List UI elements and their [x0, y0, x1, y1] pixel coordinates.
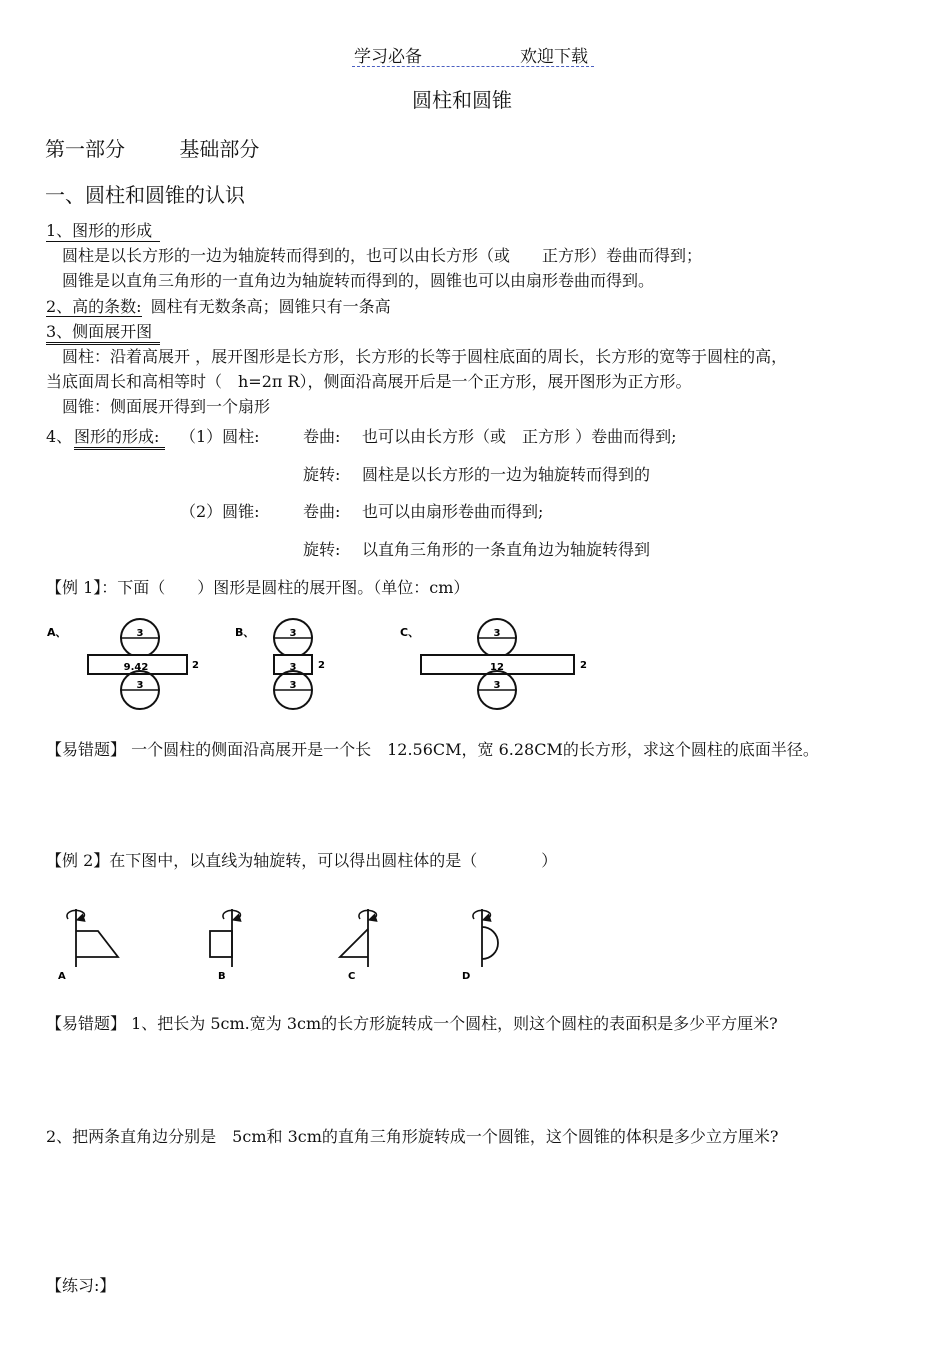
part-label: 第一部分 [45, 137, 125, 161]
figure-a-rect-value: 9.42 [123, 662, 149, 673]
figure-2c-label: C [348, 971, 356, 982]
figure-2c [340, 909, 377, 982]
header-left: 学习必备 [354, 47, 422, 67]
figure-2b-label: B [218, 971, 226, 982]
item4-row1-text: 也可以由长方形（或 正方形 ）卷曲而得到; [362, 427, 677, 446]
part-name: 基础部分 [179, 137, 260, 161]
item3-line1: 圆柱：沿着高展开 ，展开图形是长方形，长方形的长等于圆柱底面的周长，长方形的宽等于圆柱的高， [62, 347, 788, 366]
figure-2d [462, 909, 498, 982]
item4-row1-type: 卷曲: [303, 427, 341, 446]
figure-c-side-value: 2 [580, 660, 587, 671]
example1-figures [0, 612, 950, 722]
figure-b [235, 619, 325, 709]
mistake1-question: 【易错题】 一个圆柱的侧面沿高展开是一个长 12.56CM，宽 6.28CM的长方形，求这个圆柱的底面半径。 [46, 740, 819, 759]
figure-a-side-value: 2 [192, 660, 199, 671]
item1-heading: 1、图形的形成 [46, 218, 160, 242]
figure-a-bottom-value: 3 [136, 680, 144, 691]
item2 [46, 294, 391, 317]
figure-c [400, 619, 587, 709]
figure-2d-label: D [462, 971, 471, 982]
figure-2a-label: A [58, 971, 66, 982]
item4-cone-label: （2）圆锥: [180, 502, 260, 521]
page-header [352, 42, 594, 67]
header-right: 欢迎下载 [520, 47, 588, 67]
item4-row3-text: 也可以由扇形卷曲而得到; [362, 502, 544, 521]
figure-b-side-value: 2 [318, 660, 325, 671]
item4-cylinder-label: （1）圆柱: [180, 427, 260, 446]
figure-c-bottom-value: 3 [493, 680, 501, 691]
item4-row2-text: 圆柱是以长方形的一边为轴旋转而得到的 [362, 465, 651, 484]
mistake2-question: 【易错题】 1、把长为 5cm.宽为 3cm的长方形旋转成一个圆柱，则这个圆柱的表面积是多少平方厘米? [46, 1014, 778, 1033]
figure-b-bottom-value: 3 [289, 680, 297, 691]
figure-b-top-value: 3 [289, 628, 297, 639]
example1-question: 【例 1】：下面（ ）图形是圆柱的展开图。（单位：cm） [46, 578, 470, 597]
figure-a-top-value: 3 [136, 628, 144, 639]
page-title: 圆柱和圆锥 [412, 88, 512, 112]
figure-2a [58, 909, 118, 982]
item2-heading: 2、高的条数: [46, 297, 142, 316]
example2-figures [0, 905, 950, 990]
item1-line1: 圆柱是以长方形的一边为轴旋转而得到的，也可以由长方形（或 正方形）卷曲而得到； [62, 246, 703, 265]
item3-line3: 圆锥：侧面展开得到一个扇形 [62, 397, 271, 416]
figure-2b [210, 909, 241, 982]
figure-b-rect-value: 3 [289, 662, 297, 673]
item3-heading: 3、侧面展开图 [46, 319, 160, 345]
part-heading [45, 133, 259, 162]
item3-line2: 当底面周长和高相等时（ h=2π R），侧面沿高展开后是一个正方形，展开图形为正方形。 [46, 372, 692, 391]
figure-a-label: A、 [47, 626, 67, 639]
item4-prefix: 4、 [46, 427, 73, 446]
question2: 2、把两条直角边分别是 5cm和 3cm的直角三角形旋转成一个圆锥，这个圆锥的体积是多少立方厘米? [46, 1127, 779, 1146]
item4-heading: 图形的形成: [74, 424, 165, 450]
item4-row2-type: 旋转: [303, 465, 341, 484]
figure-a [47, 619, 199, 709]
figure-c-label: C、 [400, 626, 420, 639]
example2-question: 【例 2】在下图中，以直线为轴旋转，可以得出圆柱体的是（ ） [46, 851, 558, 870]
item4-row4-text: 以直角三角形的一条直角边为轴旋转得到 [362, 540, 651, 559]
item4-row4-type: 旋转: [303, 540, 341, 559]
item2-text: 圆柱有无数条高；圆锥只有一条高 [150, 297, 391, 316]
figure-b-label: B、 [235, 626, 255, 639]
item4-row3-type: 卷曲: [303, 502, 341, 521]
figure-c-rect-value: 12 [490, 662, 504, 673]
figure-c-top-value: 3 [493, 628, 501, 639]
section-heading: 一、圆柱和圆锥的认识 [45, 183, 245, 207]
practice-heading: 【练习:】 [46, 1276, 116, 1295]
item1-line2: 圆锥是以直角三角形的一直角边为轴旋转而得到的，圆锥也可以由扇形卷曲而得到。 [62, 271, 655, 290]
